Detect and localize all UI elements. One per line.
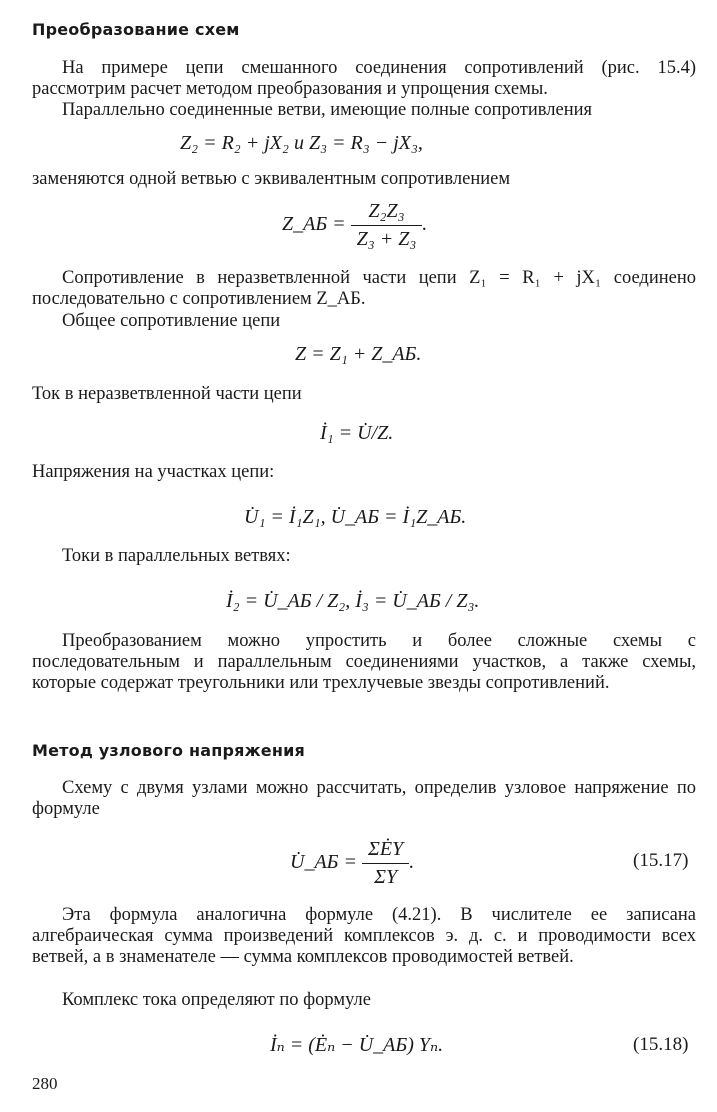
paragraph-text: Сопротивление в неразветвленной части цепи Z₁ = R₁ + jX₁ соединено последовательно с сопротивлением Z_АБ.: [32, 268, 696, 309]
paragraph: [32, 990, 696, 1011]
paragraph: [32, 311, 696, 332]
equation-number: (15.18): [633, 1034, 689, 1055]
formula-equivalent-impedance: [282, 200, 427, 251]
formula-lhs: Z_АБ =: [282, 213, 346, 236]
numerator: Z₂Z₃: [351, 200, 423, 226]
paragraph-text: Ток в неразветвленной части цепи: [32, 384, 302, 404]
numerator: ΣĖY: [362, 838, 409, 864]
formula-branch-currents: İ₂ = U̇_АБ / Z₂, İ₃ = U̇_АБ / Z₃.: [226, 590, 480, 612]
formula-voltages: U̇₁ = İ₁Z₁, U̇_АБ = İ₁Z_АБ.: [244, 506, 467, 528]
paragraph-text: Токи в параллельных ветвях:: [62, 546, 291, 566]
paragraph: [32, 169, 696, 190]
section-heading-circuit-transformation: Преобразование схем: [32, 20, 240, 39]
page-number: 280: [32, 1074, 58, 1093]
paragraph: [32, 100, 696, 121]
fraction: [351, 200, 423, 251]
formula-total-impedance: Z = Z₁ + Z_АБ.: [295, 343, 422, 365]
section-heading-node-voltage-method: Метод узлового напряжения: [32, 741, 305, 760]
paragraph-text: На примере цепи смешанного соединения сопротивлений (рис. 15.4) рассмотрим расчет методом преобразования и упрощения схемы.: [32, 58, 696, 99]
denominator: ΣY: [374, 866, 398, 888]
paragraph-text: Эта формула аналогична формуле (4.21). В числителе ее записана алгебраическая сумма произведений комплексов э. д. с. и проводимости всех ветвей, а в знаменателе — сумма комплексов проводимостей ветвей.: [32, 905, 696, 967]
formula-lhs: U̇_АБ =: [290, 851, 357, 874]
paragraph-text: заменяются одной ветвью с эквивалентным сопротивлением: [32, 169, 511, 189]
formula-end: .: [409, 851, 415, 874]
paragraph: [32, 905, 696, 968]
paragraph-text: Комплекс тока определяют по формуле: [62, 990, 371, 1010]
paragraph: [32, 58, 696, 100]
formula-current: İ₁ = U̇/Z.: [320, 422, 394, 444]
paragraph: [32, 268, 696, 310]
denominator: Z₃ + Z₃: [356, 228, 417, 250]
equation-number: (15.17): [633, 850, 689, 871]
paragraph-text: Параллельно соединенные ветви, имеющие полные сопротивления: [62, 100, 593, 120]
fraction: [362, 838, 409, 889]
paragraph-text: Общее сопротивление цепи: [62, 311, 281, 331]
paragraph-text: Напряжения на участках цепи:: [32, 462, 275, 482]
formula-branch-current: İₙ = (Ėₙ − U̇_АБ) Yₙ.: [270, 1034, 444, 1056]
paragraph: [32, 778, 696, 820]
paragraph-text: Преобразованием можно упростить и более сложные схемы с последовательным и параллельным соединениями участков, а также схемы, которые содержат треугольники или трехлучевые звезды сопротивлений.: [32, 631, 696, 693]
paragraph: [32, 546, 696, 567]
formula-end: .: [422, 213, 428, 236]
paragraph: [32, 462, 696, 483]
paragraph: [32, 631, 696, 694]
formula-branch-impedances: Z₂ = R₂ + jX₂ и Z₃ = R₃ − jX₃,: [180, 132, 423, 154]
paragraph: [32, 384, 696, 405]
formula-node-voltage: [290, 838, 414, 889]
paragraph-text: Схему с двумя узлами можно рассчитать, определив узловое напряжение по формуле: [32, 778, 696, 819]
